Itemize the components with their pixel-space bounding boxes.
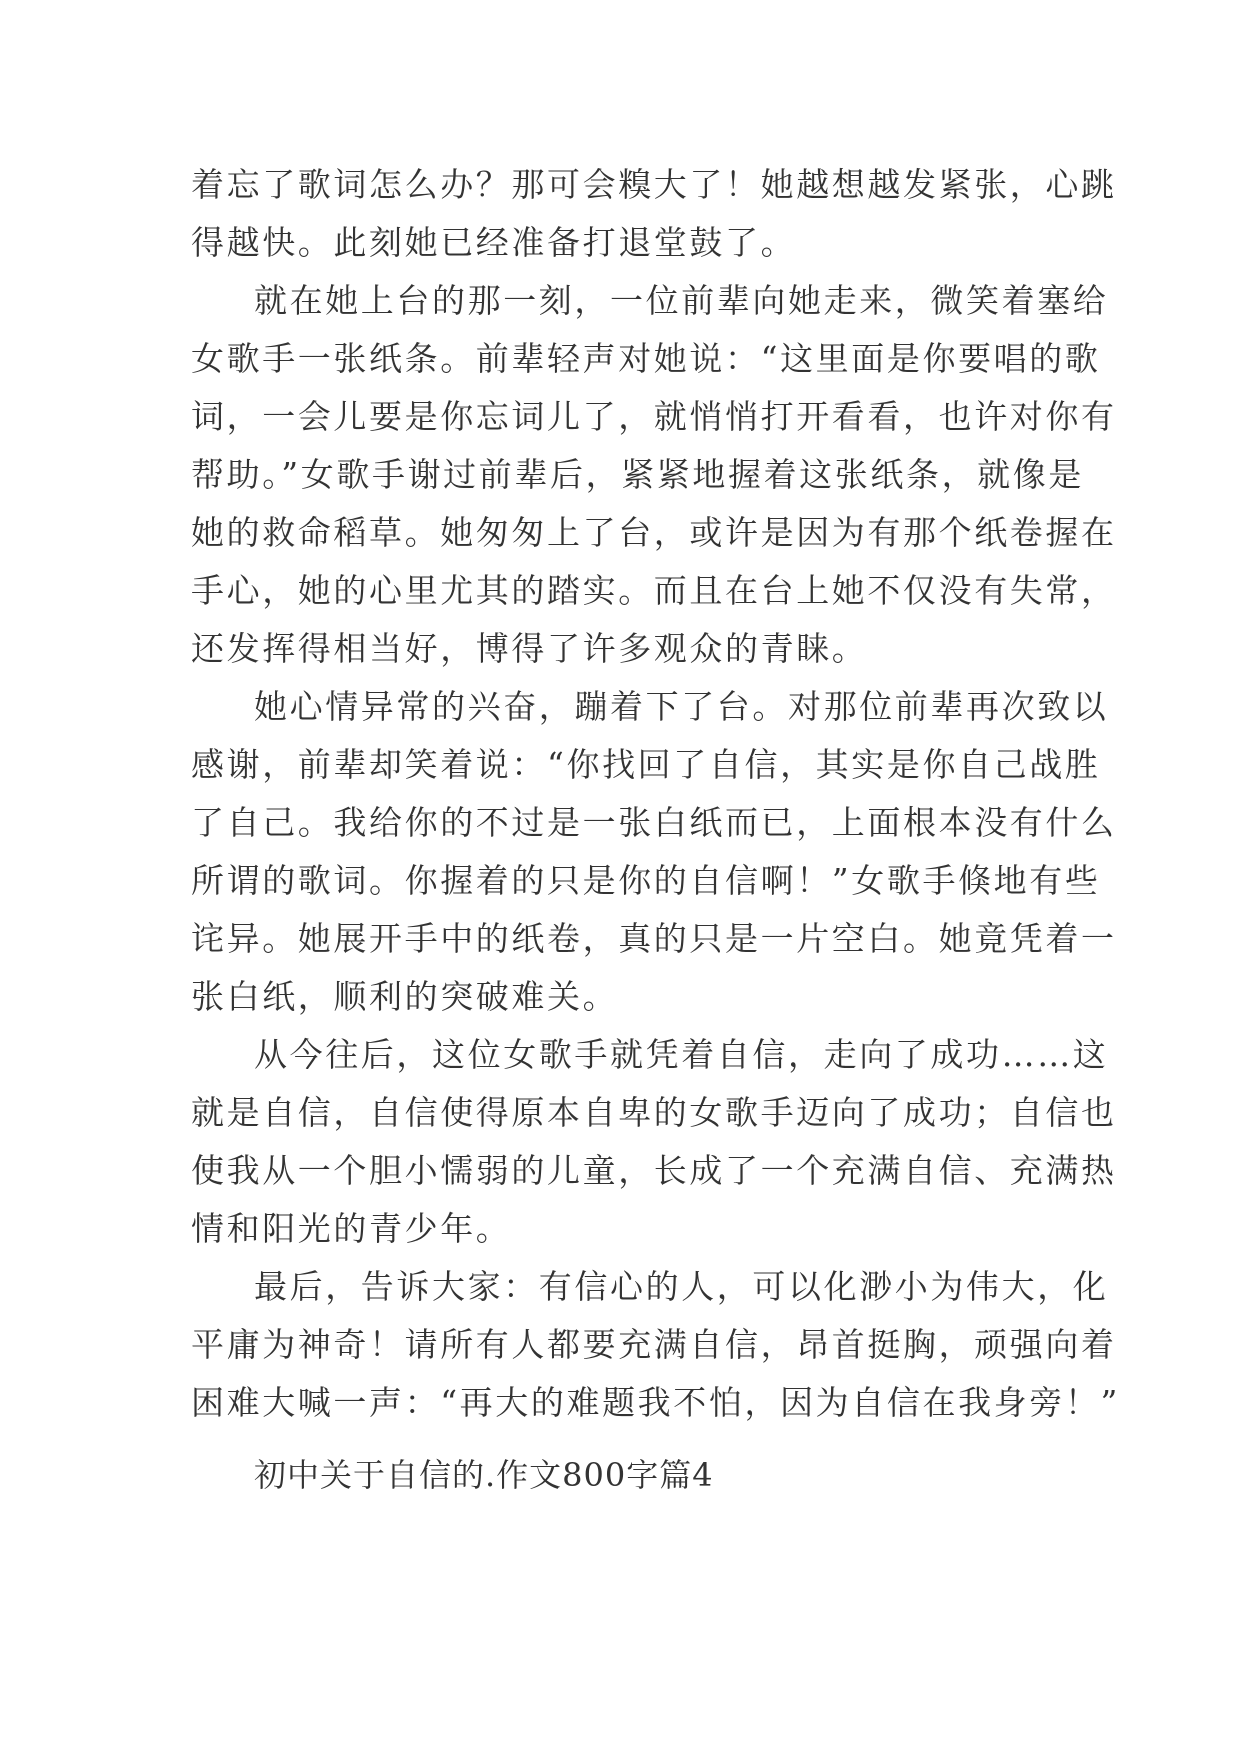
- text-line: 平庸为神奇！请所有人都要充满自信，昂首挺胸，顽强向着: [191, 1325, 1117, 1364]
- text-line: 感谢，前辈却笑着说：“你找回了自信，其实是你自己战胜: [191, 745, 1101, 784]
- paragraph-start-line: 最后，告诉大家：有信心的人，可以化渺小为伟大，化: [254, 1267, 1109, 1306]
- text-line: 她的救命稻草。她匆匆上了台，或许是因为有那个纸卷握在: [191, 513, 1117, 552]
- text-line: 着忘了歌词怎么办？那可会糗大了！她越想越发紧张，心跳: [191, 165, 1117, 204]
- text-line: 困难大喊一声：“再大的难题我不怕，因为自信在我身旁！”: [191, 1383, 1120, 1422]
- text-line: 还发挥得相当好，博得了许多观众的青睐。: [191, 629, 868, 668]
- text-line: 所谓的歌词。你握着的只是你的自信啊！”女歌手倏地有些: [191, 861, 1101, 900]
- section-heading: 初中关于自信的.作文800字篇4: [254, 1456, 714, 1494]
- text-line: 女歌手一张纸条。前辈轻声对她说：“这里面是你要唱的歌: [191, 339, 1101, 378]
- text-line: 使我从一个胆小懦弱的儿童，长成了一个充满自信、充满热: [191, 1151, 1117, 1190]
- paragraph-start-line: 她心情异常的兴奋，蹦着下了台。对那位前辈再次致以: [254, 687, 1109, 726]
- text-line: 情和阳光的青少年。: [191, 1209, 512, 1248]
- text-line: 词，一会儿要是你忘词儿了，就悄悄打开看看，也许对你有: [191, 397, 1117, 436]
- text-line: 得越快。此刻她已经准备打退堂鼓了。: [191, 223, 797, 262]
- text-line: 诧异。她展开手中的纸卷，真的只是一片空白。她竟凭着一: [191, 919, 1117, 958]
- text-line: 手心，她的心里尤其的踏实。而且在台上她不仅没有失常，: [191, 571, 1117, 610]
- text-line: 了自己。我给你的不过是一张白纸而已，上面根本没有什么: [191, 803, 1117, 842]
- paragraph-start-line: 就在她上台的那一刻，一位前辈向她走来，微笑着塞给: [254, 281, 1109, 320]
- text-line: 就是自信，自信使得原本自卑的女歌手迈向了成功；自信也: [191, 1093, 1117, 1132]
- paragraph-start-line: 从今往后，这位女歌手就凭着自信，走向了成功……这: [254, 1035, 1109, 1074]
- text-line: 帮助。”女歌手谢过前辈后，紧紧地握着这张纸条，就像是: [191, 455, 1084, 494]
- text-line: 张白纸，顺利的突破难关。: [191, 977, 619, 1016]
